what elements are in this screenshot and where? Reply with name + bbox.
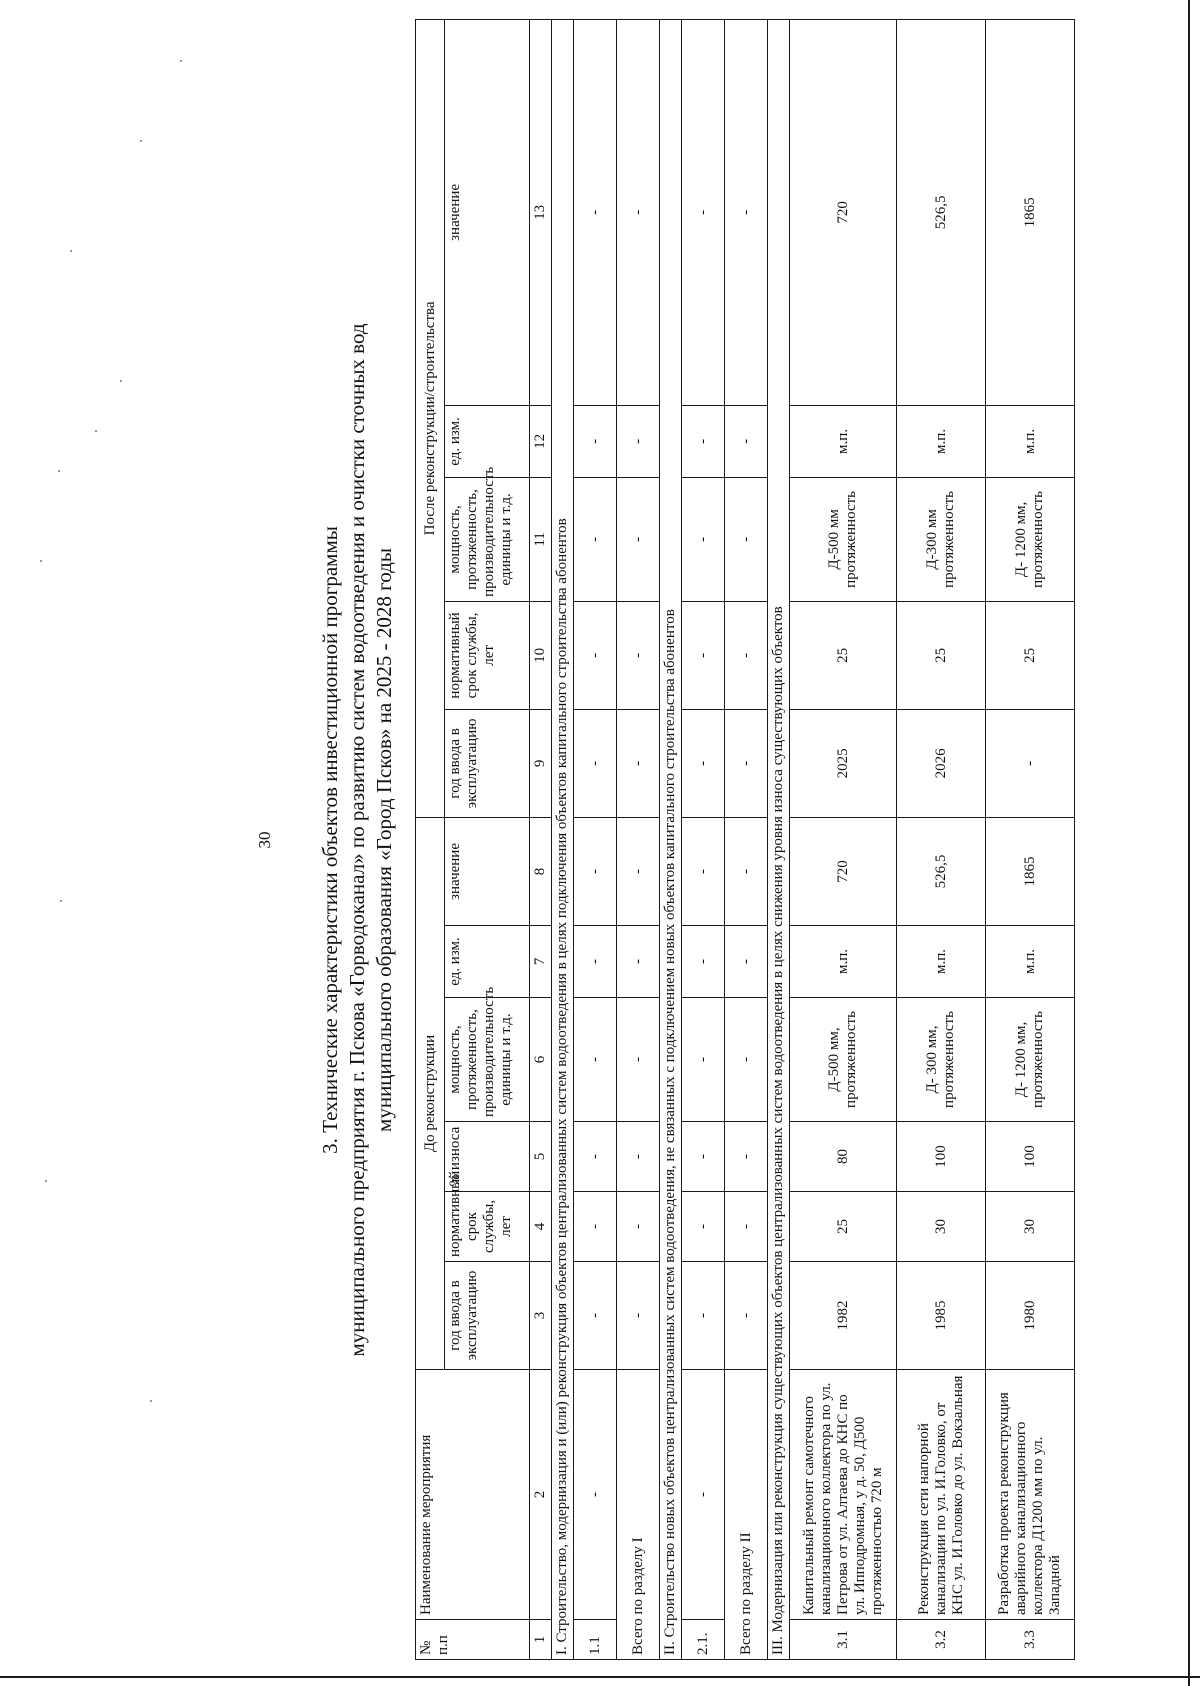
cell: -: [574, 405, 617, 477]
col-number: 10: [530, 601, 552, 709]
cell: -: [725, 19, 768, 405]
row-name: Реконструкция сети напорной канализации по ул. И.Головко, от КНС ул. И.Головко до ул. Вокзальная: [897, 1370, 986, 1620]
cell: -: [617, 1122, 660, 1192]
cell: -: [574, 601, 617, 709]
cell: -: [682, 1122, 725, 1192]
header-norm-after: нормативный срок службы, лет: [445, 601, 530, 709]
total-row: [617, 19, 660, 1659]
header-capacity-after: мощность, протяженность, производительность единицы и т.д.: [445, 477, 530, 601]
cell: Д-500 мм, протяженность: [790, 998, 897, 1122]
title-line-2: муниципального предприятия г. Пскова «Горводоканал» по развитию систем водоотведения и очистки сточных вод: [345, 323, 369, 1357]
row-name: -: [574, 1370, 617, 1620]
header-after: После реконструкции/строительства: [416, 19, 445, 817]
header-name: Наименование мероприятия: [416, 1370, 530, 1620]
cell: Д- 1200 мм, протяженность: [986, 998, 1075, 1122]
header-wear: % износа: [445, 1122, 530, 1192]
cell: -: [617, 405, 660, 477]
cell: 526,5: [897, 817, 986, 925]
table-row: [897, 19, 986, 1659]
total-label: Всего по разделу II: [725, 1370, 768, 1660]
cell: м.п.: [897, 926, 986, 998]
cell: -: [682, 477, 725, 601]
cell: -: [617, 601, 660, 709]
cell: -: [574, 19, 617, 405]
total-row: [725, 19, 768, 1659]
title-line-1: 3. Технические характеристики объектов инвестиционной программы: [318, 526, 342, 1154]
cell: -: [682, 19, 725, 405]
col-number: 8: [530, 817, 552, 925]
row-name: Капитальный ремонт самотечного канализационного коллектора по ул. Петрова от ул. Алтаева до КНС по ул. Ипподромная, у д. 50, Д500 протяженностью 720 м: [790, 1370, 897, 1620]
cell: 2025: [790, 709, 897, 817]
cell: -: [682, 998, 725, 1122]
section-3-title-row: [768, 19, 790, 1659]
cell: -: [986, 709, 1075, 817]
cell: -: [725, 817, 768, 925]
cell: -: [574, 926, 617, 998]
cell: 1982: [790, 1262, 897, 1370]
title-line-3: муниципального образования «Город Псков» на 2025 - 2028 годы: [372, 548, 396, 1132]
cell: -: [725, 998, 768, 1122]
col-number: 2: [530, 1370, 552, 1620]
cell: -: [574, 1262, 617, 1370]
cell: 25: [986, 601, 1075, 709]
total-label: Всего по разделу I: [617, 1370, 660, 1660]
header-year-before: год ввода в эксплуатацию: [445, 1262, 530, 1370]
cell: -: [574, 1192, 617, 1262]
scan-edge-right: [1188, 0, 1190, 1686]
cell: -: [617, 19, 660, 405]
cell: -: [617, 817, 660, 925]
cell: -: [682, 926, 725, 998]
document-title: [317, 20, 398, 1660]
header-capacity-before: мощность, протяженность, производительность единицы и т.д.: [445, 998, 530, 1122]
table-row: [790, 19, 897, 1659]
cell: -: [574, 709, 617, 817]
cell: -: [725, 405, 768, 477]
section-2-title: II. Строительство новых объектов централизованных систем водоотведения, не связанных с подключением новых объектов капитального строительства абонентов: [660, 19, 682, 1659]
cell: 1865: [986, 19, 1075, 405]
col-number: 6: [530, 998, 552, 1122]
row-num: 2.1.: [682, 1620, 725, 1660]
cell: -: [574, 1122, 617, 1192]
cell: -: [574, 817, 617, 925]
cell: м.п.: [790, 926, 897, 998]
cell: 30: [897, 1192, 986, 1262]
row-num: 3.1: [790, 1620, 897, 1660]
cell: м.п.: [897, 405, 986, 477]
cell: -: [617, 998, 660, 1122]
col-number: 11: [530, 477, 552, 601]
col-number: 5: [530, 1122, 552, 1192]
cell: 1980: [986, 1262, 1075, 1370]
cell: 720: [790, 817, 897, 925]
cell: 1985: [897, 1262, 986, 1370]
page-number: 30: [255, 831, 274, 849]
col-number: 9: [530, 709, 552, 817]
cell: -: [725, 1192, 768, 1262]
cell: -: [617, 1262, 660, 1370]
col-number: 3: [530, 1262, 552, 1370]
cell: -: [682, 817, 725, 925]
table-row: [986, 19, 1075, 1659]
cell: -: [682, 405, 725, 477]
row-num: 1.1: [574, 1620, 617, 1660]
cell: 2026: [897, 709, 986, 817]
section-3-title: III. Модернизация или реконструкция существующих объектов централизованных систем водоотведения в целях снижения уровня износа существующих объектов: [768, 19, 790, 1659]
cell: -: [617, 477, 660, 601]
cell: Д- 1200 мм, протяженность: [986, 477, 1075, 601]
cell: м.п.: [986, 926, 1075, 998]
cell: 30: [986, 1192, 1075, 1262]
row-name: Разработка проекта реконструкция аварийного канализационного коллектора Д1200 мм по ул. Западной: [986, 1370, 1075, 1620]
cell: -: [725, 709, 768, 817]
col-number: 4: [530, 1192, 552, 1262]
header-unit-before: ед. изм.: [445, 926, 530, 998]
cell: 25: [790, 601, 897, 709]
row-num: 3.3: [986, 1620, 1075, 1660]
cell: -: [617, 926, 660, 998]
header-value-before: значение: [445, 817, 530, 925]
cell: 25: [790, 1192, 897, 1262]
cell: Д-300 мм протяженность: [897, 477, 986, 601]
cell: -: [725, 1262, 768, 1370]
cell: м.п.: [986, 405, 1075, 477]
header-norm-before: нормативный срок службы, лет: [445, 1192, 530, 1262]
header-num: № п.п: [416, 1620, 530, 1660]
cell: 25: [897, 601, 986, 709]
section-1-title-row: [552, 19, 574, 1659]
cell: -: [682, 1192, 725, 1262]
col-number: 7: [530, 926, 552, 998]
header-unit-after: ед. изм.: [445, 405, 530, 477]
cell: 526,5: [897, 19, 986, 405]
cell: -: [725, 926, 768, 998]
cell: -: [682, 1262, 725, 1370]
section-1-title: I. Строительство, модернизация и (или) реконструкция объектов централизованных систем водоотведения в целях подключения объектов капитального строительства абонентов: [552, 19, 574, 1659]
header-value-after: значение: [445, 19, 530, 405]
cell: Д- 300 мм, протяженность: [897, 998, 986, 1122]
header-before: До реконструкции: [416, 817, 445, 1369]
row-name: -: [682, 1370, 725, 1620]
cell: м.п.: [790, 405, 897, 477]
cell: -: [574, 998, 617, 1122]
column-number-row: [530, 19, 552, 1659]
header-year-after: год ввода в эксплуатацию: [445, 709, 530, 817]
table-row: [682, 19, 725, 1659]
cell: Д-500 мм протяженность: [790, 477, 897, 601]
cell: -: [725, 601, 768, 709]
cell: -: [682, 601, 725, 709]
cell: -: [725, 477, 768, 601]
characteristics-table: [415, 19, 1075, 1660]
cell: 100: [897, 1122, 986, 1192]
cell: 100: [986, 1122, 1075, 1192]
cell: -: [617, 1192, 660, 1262]
header-row-1: [416, 19, 445, 1659]
cell: 1865: [986, 817, 1075, 925]
col-number: 13: [530, 19, 552, 405]
cell: -: [725, 1122, 768, 1192]
rotated-page: [245, 20, 1125, 1660]
cell: -: [617, 709, 660, 817]
cell: 720: [790, 19, 897, 405]
section-2-title-row: [660, 19, 682, 1659]
cell: -: [682, 709, 725, 817]
col-number: 12: [530, 405, 552, 477]
table-row: [574, 19, 617, 1659]
cell: 80: [790, 1122, 897, 1192]
scan-edge-bottom: [0, 1676, 1200, 1678]
col-number: 1: [530, 1620, 552, 1660]
row-num: 3.2: [897, 1620, 986, 1660]
cell: -: [574, 477, 617, 601]
